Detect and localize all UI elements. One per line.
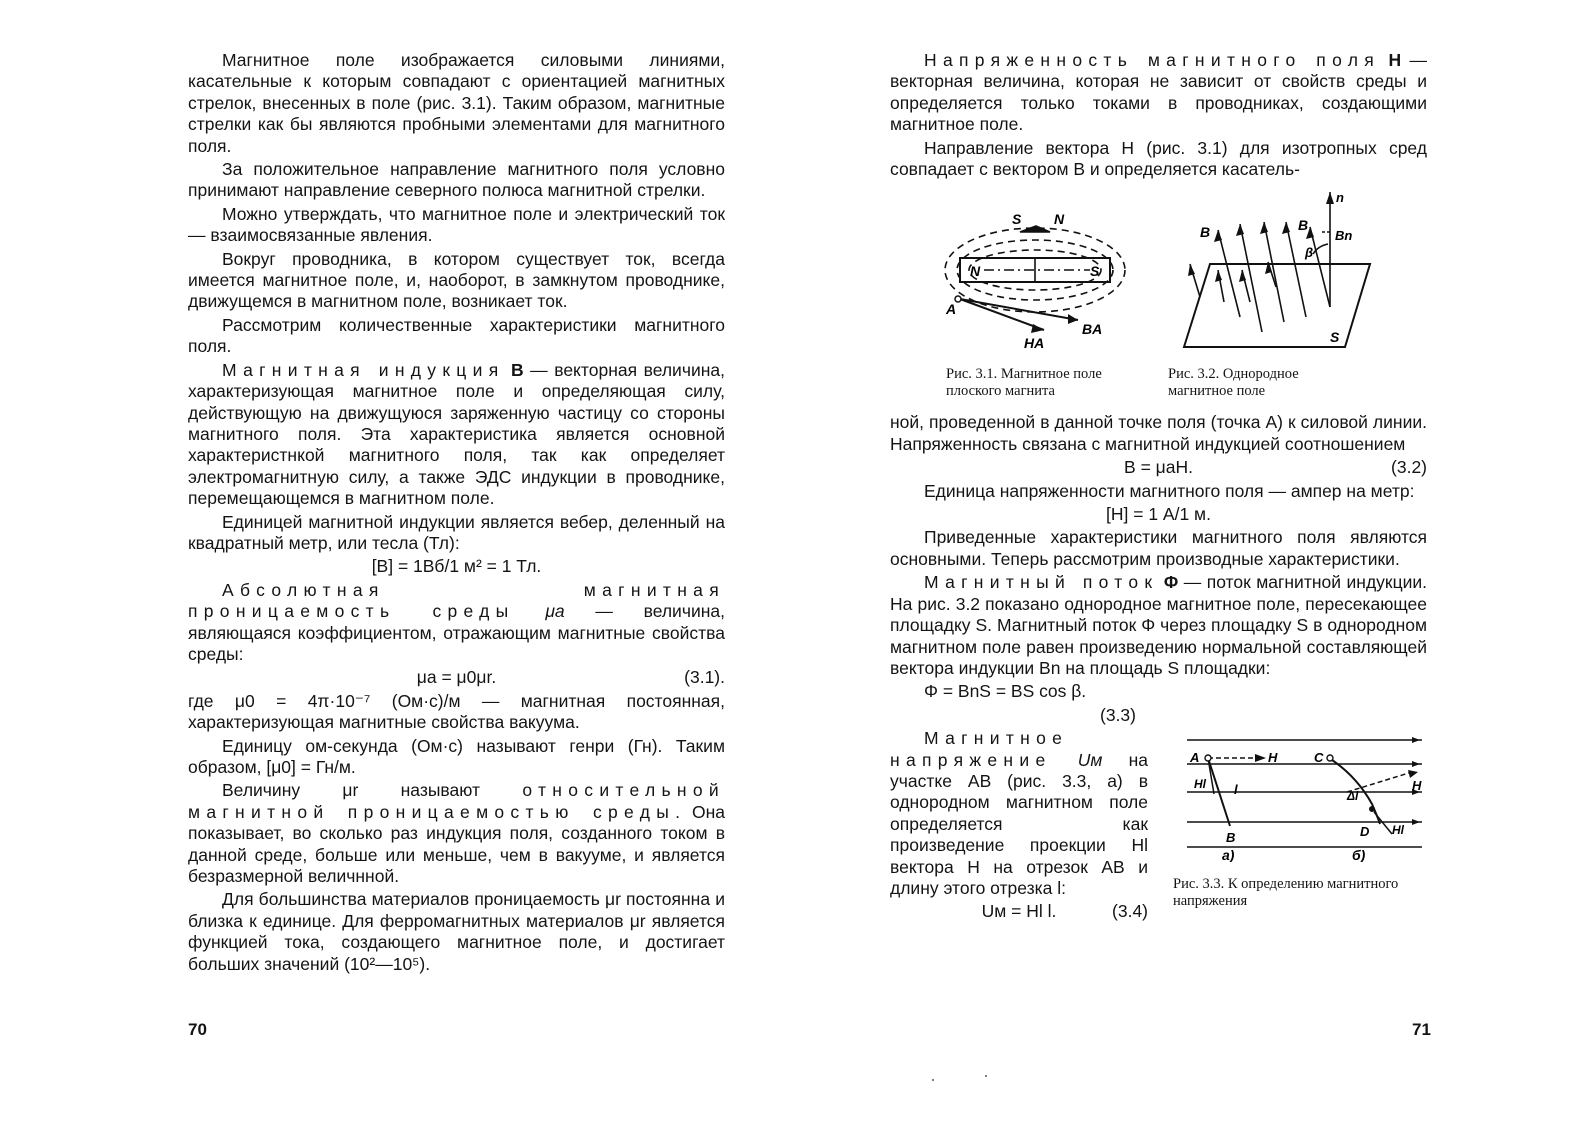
fig32-label-s: S [1330, 329, 1340, 346]
equation-tesla: [B] = 1Вб/1 м² = 1 Тл. [371, 556, 542, 577]
right-paragraph-flux: Магнитный поток Φ — поток магнитной индукции. На рис. 3.2 показано однородное магнитное поле, пересекающее площадку S. Магнитный поток Φ через площадку S в однородном магнитном поле равен произведению нормальной составляющей вектора индукции Bn на площадь S площадки: [890, 572, 1428, 678]
fig31-label-n-top: N [1054, 211, 1065, 228]
term-relative-permeability: относительной магнитной проницаемостью среды [188, 780, 725, 822]
fig33-label-a-sub: а) [1222, 847, 1235, 863]
right-page-text [890, 50, 1427, 925]
fig33-label-l: l [1234, 782, 1238, 798]
equation-number: (3.3) [1100, 704, 1136, 725]
figure-3-2-caption: Рис. 3.2. Однородное магнитное поле [1168, 366, 1299, 400]
figure-3-1-caption: Рис. 3.1. Магнитное поле плоского магнита [946, 366, 1102, 400]
term-absolute-permeability: Абсолютная магнитная проницаемость среды [188, 579, 725, 622]
equation-am: [H] = 1 А/1 м. [1106, 504, 1211, 525]
equation-number: (3.4) [1112, 901, 1148, 922]
fig33-label-b: B [1226, 830, 1236, 846]
term-magnetic-voltage: Магнитное напряжение [890, 728, 1069, 770]
left-paragraph: где μ0 = 4π·10⁻⁷ (Ом·с)/м — магнитная постоянная, характеризующая магнитные свойства вакуума. [188, 690, 725, 733]
right-paragraph: ной, проведенной в данной точке поля (точка A) к силовой линии. Напряженность связана с магнитной индукцией соотношением [890, 412, 1427, 454]
page-number-left: 70 [188, 1020, 207, 1039]
page-number-right: 71 [1412, 1020, 1431, 1039]
term-field-intensity: Напряженность магнитного поля [924, 50, 1381, 70]
fig33-label-delta-l: Δl [1347, 789, 1359, 804]
scan-speck [932, 1079, 934, 1081]
fig33-label-hl-a: Hl [1194, 777, 1206, 792]
left-paragraph: Единицу ом-секунда (Ом·с) называют генри (Гн). Таким образом, [μ0] = Гн/м. [188, 735, 725, 777]
left-paragraph: За положительное направление магнитного поля условно принимают направление северного полюса магнитной стрелки. [188, 159, 725, 201]
fig31-label-n: N [970, 263, 981, 280]
fig32-label-b-left: B [1200, 224, 1211, 241]
fig32-label-bn: Bn [1335, 228, 1353, 244]
figure-3-3-caption: Рис. 3.3. К определению магнитного напряжения [1173, 876, 1399, 910]
fig31-label-ha: HA [1024, 335, 1045, 352]
figure-3-1-flat-magnet [940, 202, 1155, 352]
equation-3-3: Φ = BnS = BS cos β. [924, 681, 1087, 702]
right-paragraph: Приведенные характеристики магнитного поля являются основными. Теперь рассмотрим производные характеристики. [890, 527, 1427, 569]
fig31-label-s: S [1090, 263, 1100, 280]
left-paragraph: Вокруг проводника, в котором существует ток, всегда имеется магнитное поле, и, наоборот, в замкнутом проводнике, движущемся в магнитном поле, возникает ток. [188, 248, 725, 312]
fig33-label-a: A [1190, 750, 1200, 766]
left-paragraph: Рассмотрим количественные характеристики магнитного поля. [188, 314, 725, 357]
symbol-b: B [511, 359, 524, 380]
equation-3-4: Uм = Hl l. (3.4) [981, 901, 1148, 922]
symbol-h: H [1388, 50, 1402, 70]
fig32-label-beta: β [1305, 245, 1314, 261]
left-paragraph-induction: Магнитная индукция B — векторная величина, характеризующая магнитное поле и определяющая силу, действующую на движущуюся заряженную частицу со стороны магнитного поля. Эта характеристика является основной характеристнкой магнитного поля, так как определяет электромагнитную силу, а также ЭДС индукции в проводнике, перемещающемся в магнитном поле. [188, 359, 725, 509]
right-paragraph-voltage: Магнитное напряжение Uм на участке AB (рис. 3.3, а) в однородном магнитном поле определяется как произведение проекции Hl вектора H на отрезок AB и длину этого отрезка l: [890, 728, 1148, 898]
equation-3-1: μа = μ0μr. (3.1). [416, 667, 725, 688]
right-paragraph: Направление вектора H (рис. 3.1) для изотропных сред совпадает с вектором B и определяется касатель- [890, 137, 1427, 180]
equation-3-2: B = μаH. (3.2) [1124, 457, 1427, 478]
fig32-label-n: n [1336, 190, 1344, 206]
scan-speck [985, 1075, 987, 1077]
term-magnetic-induction: Магнитная индукция [222, 359, 505, 380]
fig33-label-b-sub: б) [1352, 847, 1366, 863]
magnetic-voltage-block [890, 728, 1427, 923]
left-paragraph: Магнитное поле изображается силовыми линиями, касательные к которым совпадают с ориентацией магнитных стрелок, внесенных в поле (рис. 3.1). Таким образом, магнитные стрелки как бы являются пробными элементами для магнитного поля. [188, 50, 725, 156]
fig33-label-h-b: H [1412, 778, 1422, 794]
right-paragraph-intensity: Напряженность магнитного поля H — векторная величина, которая не зависит от свойств среды и определяется только токами в проводниках, создающими магнитное поле. [890, 50, 1427, 135]
equation-number: (3.2) [1391, 457, 1427, 478]
fig31-label-ba: BA [1082, 321, 1103, 338]
left-paragraph: Можно утверждать, что магнитное поле и электрический ток — взаимосвязанные явления. [188, 203, 725, 246]
figure-3-2-uniform-field [1180, 182, 1380, 357]
right-paragraph: Единица напряженности магнитного поля — ампер на метр: [924, 480, 1415, 501]
left-paragraph: Для большинства материалов проницаемость μr постоянна и близка к единице. Для ферромагнитных материалов μr является функцией тока, создающего магнитное поле, и достигает больших значений (10²—10⁵). [188, 889, 725, 974]
fig31-label-a: A [946, 301, 957, 318]
equation-number: (3.1). [684, 667, 725, 688]
fig31-label-s-top: S [1012, 211, 1022, 228]
fig33-label-d: D [1360, 824, 1370, 840]
left-paragraph-permeability: Абсолютная магнитная проницаемость среды μа — величина, являющаяся коэффициентом, отражающим магнитные свойства среды: [188, 579, 725, 664]
fig33-label-c: C [1314, 750, 1324, 766]
fig33-label-h-a: H [1268, 750, 1278, 766]
fig33-label-hl-b: Hl [1392, 823, 1404, 838]
left-paragraph: Единицей магнитной индукции является вебер, деленный на квадратный метр, или тесла (Тл): [188, 511, 725, 553]
left-paragraph-relative: Величину μr называют относительной магнитной проницаемостью среды. Она показывает, во сколько раз индукция поля, созданного током в данной среде, больше или меньше, чем в вакууме, и является безразмерной величнной. [188, 780, 725, 887]
term-magnetic-flux: Магнитный поток [924, 572, 1159, 593]
figures-3-1-3-2-area [890, 182, 1427, 412]
figure-3-3-magnetic-voltage [1182, 732, 1427, 862]
left-page-text [188, 50, 725, 977]
fig32-label-b-right: B [1298, 217, 1309, 234]
